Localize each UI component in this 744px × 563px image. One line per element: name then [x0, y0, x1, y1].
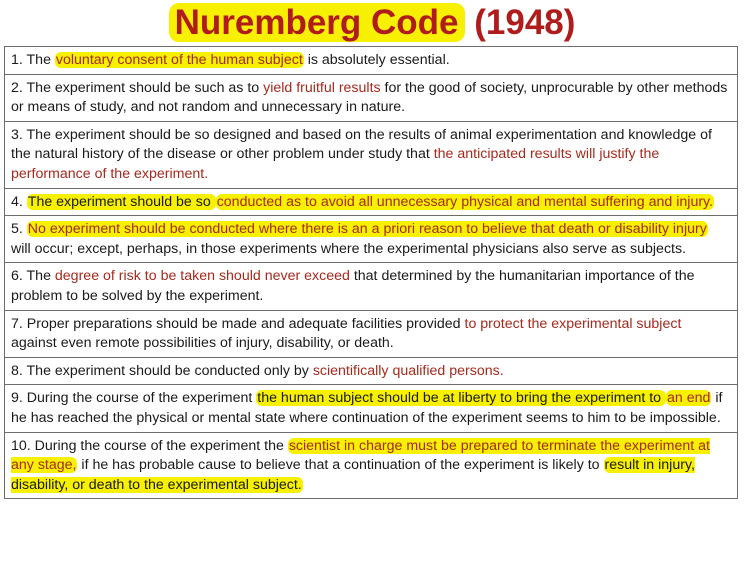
principle-emphasis: to protect the experimental subject	[464, 315, 682, 332]
principle-7	[5, 311, 737, 358]
principle-emphasis: scientifically qualified persons.	[312, 362, 504, 379]
principle-emphasis: degree of risk to be taken should never exceed	[54, 268, 350, 285]
principle-text: if he has reached the physical or mental state where continuation of the experiment seems to him to be impossible.	[11, 390, 723, 426]
principle-text: will occur; except, perhaps, in those experiments where the experimental physicians also serve as subjects.	[11, 240, 687, 257]
title-year: (1948)	[474, 3, 576, 42]
principle-highlight: The experiment should be so	[27, 193, 215, 210]
principle-4	[5, 189, 737, 217]
principle-text: against even remote possibilities of injury, disability, or death.	[11, 335, 394, 352]
principles-table	[4, 46, 738, 499]
principle-text: 2. The experiment should be such as to	[11, 79, 264, 96]
principle-text: 4.	[11, 193, 27, 210]
principle-text: for the good of society, unprocurable by other methods or means of study, and not random and unnecessary in nature.	[11, 79, 728, 116]
principle-text: 5.	[11, 221, 27, 238]
principle-5	[5, 216, 737, 263]
principle-text: 3. The experiment should be so designed and based on the results of animal experimentation and knowledge of the natural history of the disease or other problem under study that	[11, 126, 712, 163]
principle-highlight: conducted as to avoid all unnecessary physical and mental suffering and injury.	[216, 193, 714, 210]
principle-text: is absolutely essential.	[303, 52, 450, 68]
principle-highlight: an end	[667, 390, 711, 407]
principle-emphasis: yield fruitful results	[263, 79, 381, 96]
principle-text: 7. Proper preparations should be made and adequate facilities provided	[11, 315, 465, 332]
principle-2	[5, 75, 737, 122]
principle-text: if he has probable cause to believe that a continuation of the experiment is likely to	[77, 457, 604, 474]
principle-text: 1. The	[11, 52, 55, 68]
principle-8	[5, 358, 737, 386]
principle-highlight: scientist in charge must be prepared to terminate the experiment at any stage,	[11, 437, 710, 474]
principle-emphasis: the anticipated results will justify the performance of the experiment.	[11, 146, 660, 182]
principle-9	[5, 385, 737, 432]
principle-highlight: the human subject should be at liberty to bring the experiment to	[257, 390, 666, 407]
title-main: Nuremberg Code	[169, 3, 465, 42]
principle-6	[5, 263, 737, 310]
principle-10	[5, 433, 737, 499]
principle-text: 10. During the course of the experiment the	[11, 437, 288, 454]
principle-text: 6. The	[11, 268, 55, 285]
principle-text: 9. During the course of the experiment	[11, 390, 257, 407]
principle-text: that determined by the humanitarian importance of the problem to be solved by the experiment.	[11, 268, 695, 304]
principle-highlight: voluntary consent of the human subject	[55, 52, 303, 68]
principle-text: 8. The experiment should be conducted only by	[11, 362, 313, 379]
principle-highlight: result in injury, disability, or death to the experimental subject.	[11, 457, 695, 493]
page-title	[0, 0, 744, 46]
principle-1	[5, 47, 737, 75]
principle-highlight: No experiment should be conducted where there is an a priori reason to believe that death or disability injury	[27, 221, 707, 238]
principle-3	[5, 122, 737, 189]
